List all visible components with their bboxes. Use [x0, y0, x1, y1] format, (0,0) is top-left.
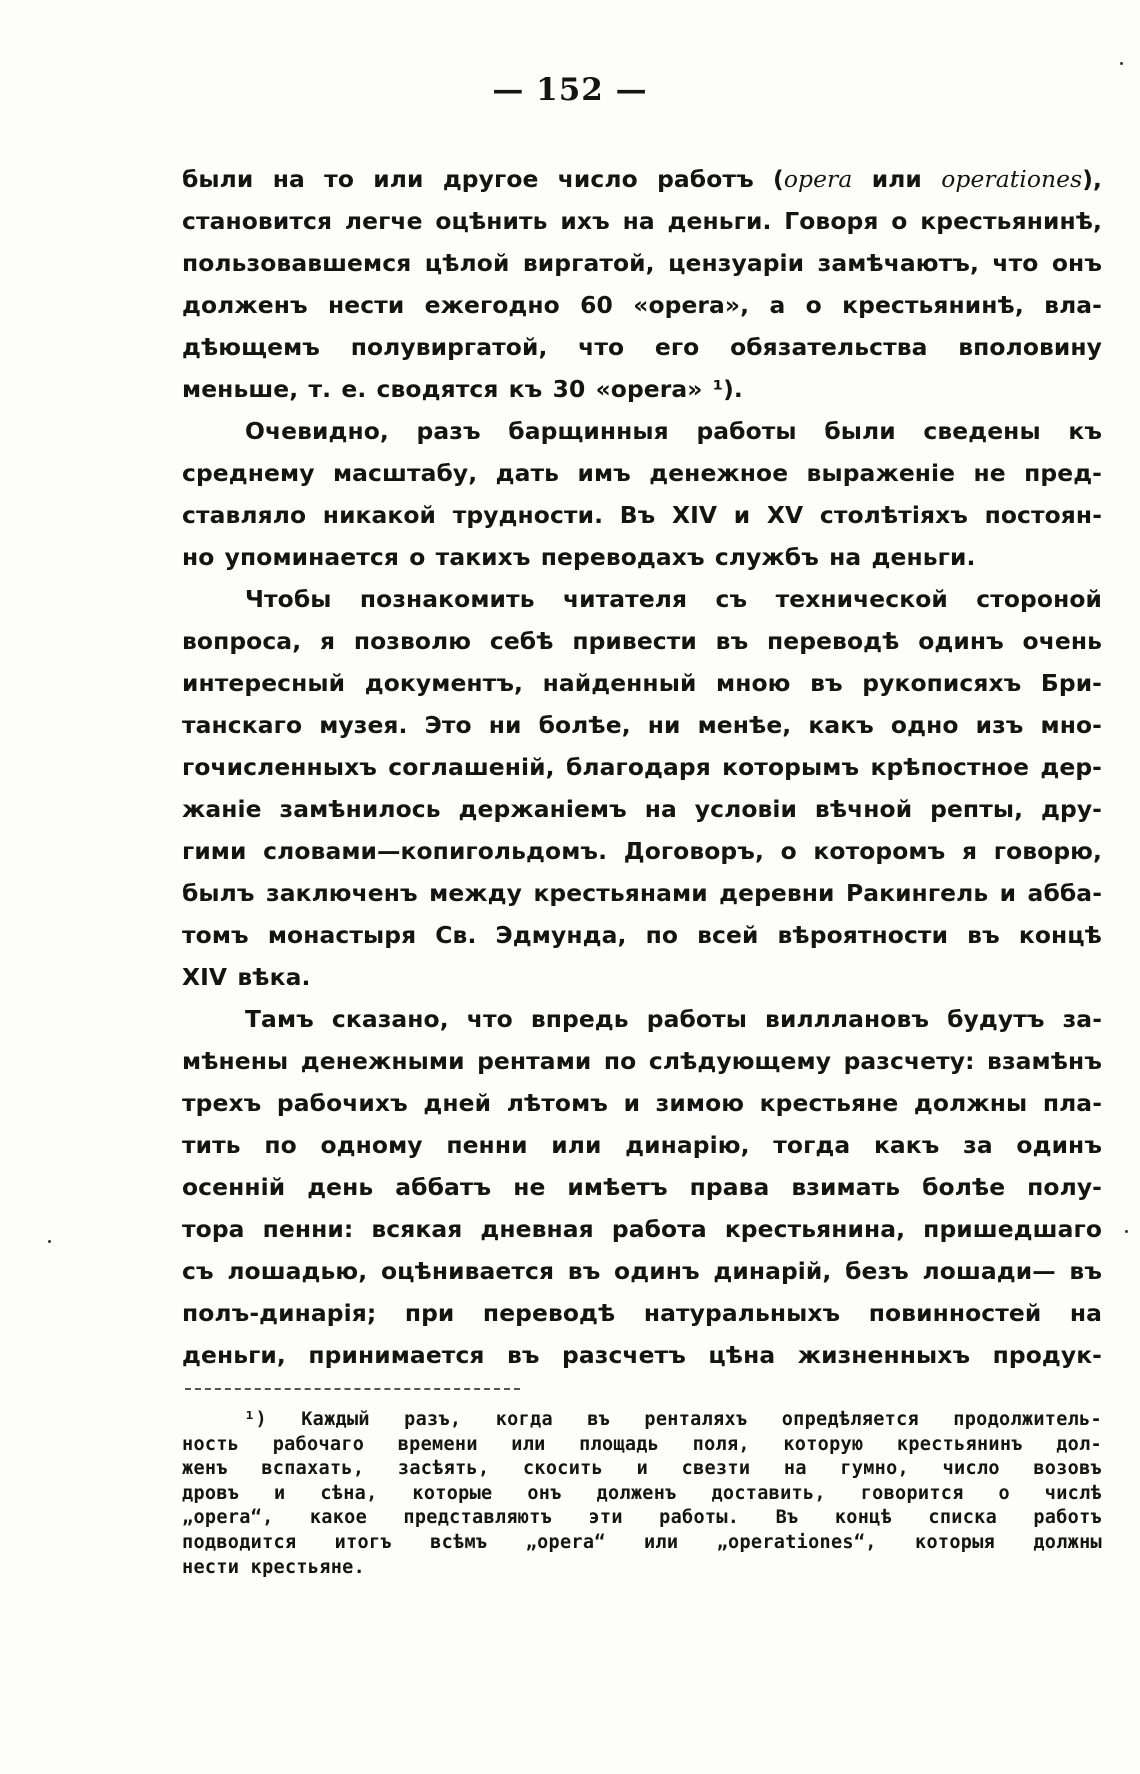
text-line: XIV вѣка. [182, 963, 311, 991]
text-line: Очевидно, разъ барщинныя работы были сведены къ [245, 417, 1102, 445]
body-text [182, 158, 1102, 1376]
text-line: томъ монастыря Св. Эдмунда, по всей вѣроятности въ концѣ [182, 921, 1102, 949]
footnote-line: ность рабочаго времени или площадь поля, которую крестьянинъ дол- [182, 1433, 1102, 1455]
text-line: жаніе замѣнилось держаніемъ на условіи вѣчной репты, дру- [182, 795, 1102, 823]
page-number: — 152 — [492, 72, 648, 108]
footnote-line: дровъ и сѣна, которые онъ долженъ доставить, говорится о числѣ [182, 1482, 1102, 1504]
footnote-line: подводится итогъ всѣмъ „opera“ или „operationes“, которыя должны [182, 1531, 1102, 1553]
scan-speck [1120, 62, 1123, 65]
footnote [182, 1408, 1102, 1580]
latin-term: operationes [941, 165, 1083, 193]
text-line: Тамъ сказано, что впредь работы вилллановъ будутъ за- [245, 1005, 1102, 1033]
text-line: меньше, т. е. сводятся къ 30 «opera» ¹). [182, 375, 743, 403]
text-line: дѣющемъ полувиргатой, что его обязательства вполовину [182, 333, 1102, 361]
text-line: осенній день аббатъ не имѣетъ права взимать болѣе полу- [182, 1173, 1102, 1201]
text-line: были на то или другое число работъ (opera или operationes), [182, 165, 1102, 193]
text-line: деньги, принимается въ разсчетъ цѣна жизненныхъ продук- [182, 1341, 1102, 1369]
text-line: мѣнены денежными рентами по слѣдующему разсчету: взамѣнъ [182, 1047, 1102, 1075]
footnote-line: ¹) Каждый разъ, когда въ ренталяхъ опредѣляется продолжитель- [244, 1409, 1102, 1430]
text-line: гочисленныхъ соглашеній, благодаря которымъ крѣпостное дер- [182, 753, 1102, 781]
text-line: гими словами—копигольдомъ. Договоръ, о которомъ я говорю, [182, 837, 1102, 865]
footnote-line: „opera“, какое представляютъ эти работы. Въ концѣ списка работъ [182, 1507, 1102, 1529]
text-line: танскаго музея. Это ни болѣе, ни менѣе, какъ одно изъ мно- [182, 711, 1102, 739]
scan-speck [48, 1240, 51, 1243]
text-line: съ лошадью, оцѣнивается въ одинъ динарій, безъ лошади— въ [182, 1257, 1102, 1285]
text-line: тора пенни: всякая дневная работа крестьянина, пришедшаго [182, 1215, 1102, 1243]
text-line: среднему масштабу, дать имъ денежное выраженіе не пред- [182, 459, 1102, 487]
text-line: полъ-динарія; при переводѣ натуральныхъ повинностей на [182, 1299, 1102, 1327]
scan-speck [1125, 1230, 1128, 1233]
footnote-line: нести крестьяне. [182, 1556, 366, 1578]
footnote-divider [185, 1388, 520, 1390]
text-line: Чтобы познакомить читателя съ технической стороной [245, 585, 1102, 613]
text-line: интересный документъ, найденный мною въ рукописяхъ Бри- [182, 669, 1102, 697]
latin-term: opera [783, 165, 853, 193]
text-line: становится легче оцѣнить ихъ на деньги. Говоря о крестьянинѣ, [182, 207, 1102, 235]
text-line: долженъ нести ежегодно 60 «opera», а о крестьянинѣ, вла- [182, 291, 1102, 319]
text-line: трехъ рабочихъ дней лѣтомъ и зимою крестьяне должны пла- [182, 1089, 1102, 1117]
text-line: но упоминается о такихъ переводахъ службъ на деньги. [182, 543, 976, 571]
text-line: былъ заключенъ между крестьянами деревни Ракингель и абба- [182, 879, 1102, 907]
text-line: тить по одному пенни или динарію, тогда какъ за одинъ [182, 1131, 1102, 1159]
text-line: вопроса, я позволю себѣ привести въ переводѣ одинъ очень [182, 627, 1102, 655]
text-line: пользовавшемся цѣлой виргатой, цензуаріи замѣчаютъ, что онъ [182, 249, 1102, 277]
footnote-line: женъ вспахать, засѣять, скосить и свезти на гумно, число возовъ [182, 1458, 1102, 1480]
text-line: ставляло никакой трудности. Въ XIV и XV столѣтіяхъ постоян- [182, 501, 1102, 529]
